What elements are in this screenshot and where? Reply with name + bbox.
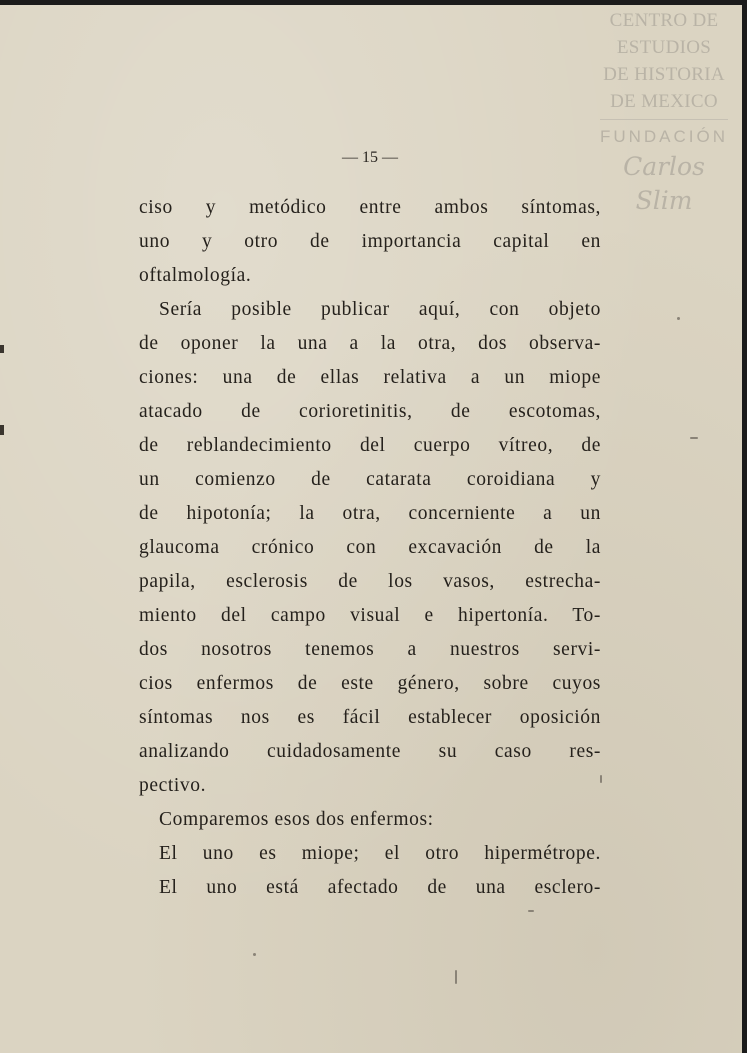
- text-line: analizando cuidadosamente su caso res-: [139, 741, 601, 762]
- text-line: oftalmología.: [139, 265, 252, 286]
- text-line: Sería posible publicar aquí, con objeto: [159, 299, 601, 320]
- text-line: Comparemos esos dos enfermos:: [159, 809, 434, 830]
- paper-speck: [677, 317, 680, 320]
- text-line: cios enfermos de este género, sobre cuyos: [139, 673, 601, 694]
- stamp-line: DE HISTORIA: [603, 64, 725, 85]
- text-line: atacado de corioretinitis, de escotomas,: [139, 401, 601, 422]
- paper-speck: [455, 970, 457, 984]
- text-line: El uno es miope; el otro hipermétrope.: [159, 843, 601, 864]
- text-line: uno y otro de importancia capital en: [139, 231, 601, 252]
- body-text: [139, 191, 601, 905]
- margin-mark: [0, 345, 4, 353]
- text-line: glaucoma crónico con excavación de la: [139, 537, 601, 558]
- text-line: pectivo.: [139, 775, 207, 796]
- text-line: dos nosotros tenemos a nuestros servi-: [139, 639, 601, 660]
- stamp-line: ESTUDIOS: [616, 37, 712, 58]
- text-line: ciso y metódico entre ambos síntomas,: [139, 197, 601, 218]
- paper-speck: [253, 953, 256, 956]
- text-line: miento del campo visual e hipertonía. To-: [139, 605, 601, 626]
- text-line: El uno está afectado de una esclero-: [159, 877, 601, 898]
- text-line: un comienzo de catarata coroidiana y: [139, 469, 601, 490]
- paper-speck: [528, 910, 534, 912]
- stamp-divider: [600, 119, 728, 120]
- margin-mark: [0, 425, 4, 435]
- text-line: de reblandecimiento del cuerpo vítreo, de: [139, 435, 601, 456]
- text-line: ciones: una de ellas relativa a un miope: [139, 367, 601, 388]
- stamp-signature: Carlos Slim: [623, 152, 705, 215]
- page-number: — 15 —: [342, 149, 398, 166]
- stamp-foundation: FUNDACIÓN: [599, 127, 729, 146]
- paper-speck: [690, 437, 698, 439]
- text-line: de hipotonía; la otra, concerniente a un: [139, 503, 601, 524]
- text-line: síntomas nos es fácil establecer oposición: [139, 707, 601, 728]
- stamp-line: DE MEXICO: [610, 91, 718, 112]
- stamp-line: CENTRO DE: [609, 10, 719, 31]
- paper-speck: [600, 775, 602, 783]
- archive-stamp: [594, 7, 734, 218]
- text-line: de oponer la una a la otra, dos observa-: [139, 333, 601, 354]
- text-line: papila, esclerosis de los vasos, estrecha-: [139, 571, 601, 592]
